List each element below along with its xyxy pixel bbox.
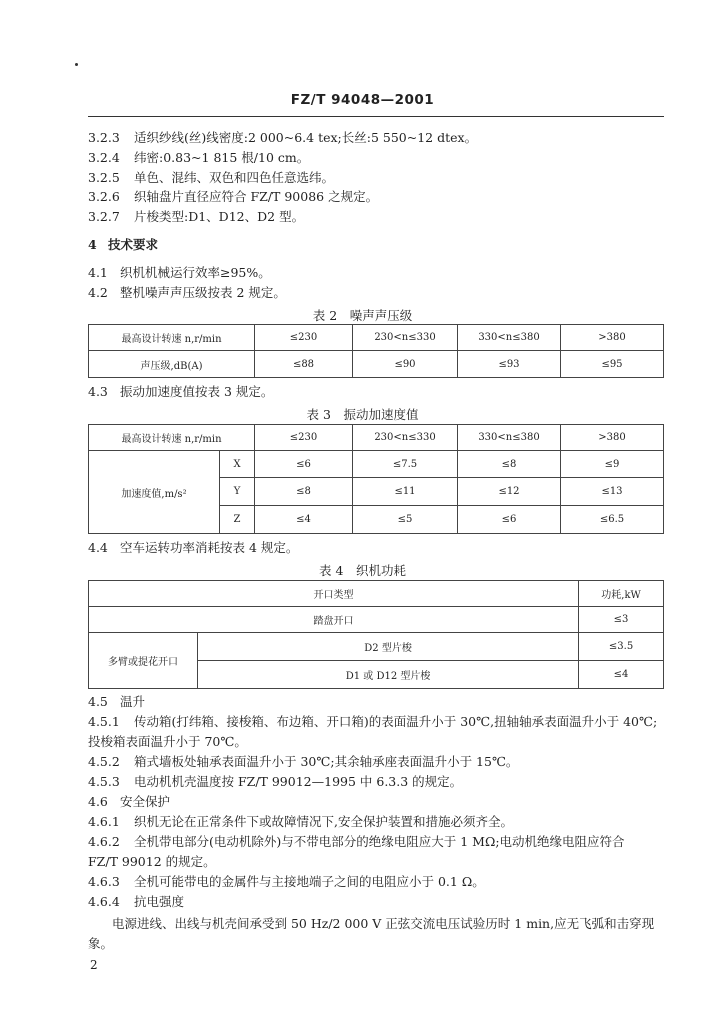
clause-4-5-2: 4.5.2 箱式墙板处轴承表面温升小于 30℃;其余轴承座表面温升小于 15℃。 bbox=[88, 754, 519, 769]
clause-4-6-4-body-cont: 象。 bbox=[88, 936, 114, 951]
table3-cell: ≤6.5 bbox=[561, 506, 664, 534]
clause-4-5-1-cont: 投梭箱表面温升小于 70℃。 bbox=[88, 734, 247, 749]
table4-type: 踏盘开口 bbox=[89, 607, 579, 633]
table3-group-label: 加速度值,m/s² bbox=[89, 451, 220, 534]
table3-cell: ≤6 bbox=[255, 451, 353, 478]
table2-cell: ≤95 bbox=[561, 351, 664, 378]
table2-row-label: 声压级,dB(A) bbox=[89, 351, 255, 378]
clause-4-3: 4.3 振动加速度值按表 3 规定。 bbox=[88, 384, 274, 399]
table3-cell: ≤11 bbox=[353, 478, 458, 506]
table3 bbox=[88, 424, 664, 534]
table3-cell: ≤6 bbox=[458, 506, 561, 534]
table4-header-power: 功耗,kW bbox=[579, 581, 664, 607]
clause-4-6-3: 4.6.3 全机可能带电的金属件与主接地端子之间的电阻应小于 0.1 Ω。 bbox=[88, 874, 485, 889]
clause-4-6: 4.6 安全保护 bbox=[88, 794, 171, 809]
table3-cell: ≤7.5 bbox=[353, 451, 458, 478]
table2-cell: ≤90 bbox=[353, 351, 458, 378]
table4-subtype: D1 或 D12 型片梭 bbox=[198, 661, 579, 689]
clause-3-2-4: 3.2.4 纬密:0.83~1 815 根/10 cm。 bbox=[88, 150, 310, 165]
clause-4-4: 4.4 空车运转功率消耗按表 4 规定。 bbox=[88, 540, 299, 555]
table4-group-label: 多臂或提花开口 bbox=[89, 633, 198, 689]
table2-header-cell: ≤230 bbox=[255, 325, 353, 351]
clause-4-5: 4.5 温升 bbox=[88, 694, 146, 709]
table3-caption: 表 3 振动加速度值 bbox=[306, 407, 419, 422]
table4-cell: ≤3.5 bbox=[579, 633, 664, 661]
table4-caption: 表 4 织机功耗 bbox=[319, 563, 406, 578]
table2-header-cell: 330<n≤380 bbox=[458, 325, 561, 351]
page-number: 2 bbox=[90, 958, 98, 972]
table3-header-cell: 330<n≤380 bbox=[458, 425, 561, 451]
table3-axis: Y bbox=[220, 478, 255, 506]
table2-header-cell: >380 bbox=[561, 325, 664, 351]
clause-4-5-1: 4.5.1 传动箱(打纬箱、接梭箱、布边箱、开口箱)的表面温升小于 30℃,扭轴轴承表面温升小于 40℃; bbox=[88, 714, 658, 729]
table2-cell: ≤93 bbox=[458, 351, 561, 378]
clause-4-1: 4.1 织机机械运行效率≥95%。 bbox=[88, 265, 271, 280]
table3-cell: ≤13 bbox=[561, 478, 664, 506]
table2-caption: 表 2 噪声声压级 bbox=[312, 308, 413, 323]
page-header: FZ/T 94048—2001 bbox=[290, 92, 435, 108]
clause-4-6-2-cont: FZ/T 99012 的规定。 bbox=[88, 854, 216, 869]
table4-header-type: 开口类型 bbox=[89, 581, 579, 607]
table4 bbox=[88, 580, 664, 689]
clause-4-6-4-body: 电源进线、出线与机壳间承受到 50 Hz/2 000 V 正弦交流电压试验历时 1 min,应无飞弧和击穿现 bbox=[112, 916, 655, 931]
table3-axis: X bbox=[220, 451, 255, 478]
table3-cell: ≤12 bbox=[458, 478, 561, 506]
table3-axis: Z bbox=[220, 506, 255, 534]
table4-subtype: D2 型片梭 bbox=[198, 633, 579, 661]
clause-3-2-5: 3.2.5 单色、混纬、双色和四色任意选纬。 bbox=[88, 170, 335, 185]
table2 bbox=[88, 324, 664, 378]
speck-mark bbox=[75, 63, 78, 66]
clause-3-2-3: 3.2.3 适织纱线(丝)线密度:2 000~6.4 tex;长丝:5 550~12 dtex。 bbox=[88, 130, 478, 145]
clause-4-5-3: 4.5.3 电动机机壳温度按 FZ/T 99012—1995 中 6.3.3 的规定。 bbox=[88, 774, 463, 789]
table3-header-cell: ≤230 bbox=[255, 425, 353, 451]
table3-cell: ≤4 bbox=[255, 506, 353, 534]
table3-cell: ≤8 bbox=[255, 478, 353, 506]
table2-cell: ≤88 bbox=[255, 351, 353, 378]
header-rule bbox=[88, 116, 664, 117]
table2-header-label: 最高设计转速 n,r/min bbox=[89, 325, 255, 351]
table2-header-cell: 230<n≤330 bbox=[353, 325, 458, 351]
clause-3-2-7: 3.2.7 片梭类型:D1、D12、D2 型。 bbox=[88, 209, 305, 224]
clause-3-2-6: 3.2.6 织轴盘片直径应符合 FZ/T 90086 之规定。 bbox=[88, 189, 379, 204]
clause-4-6-4: 4.6.4 抗电强度 bbox=[88, 894, 185, 909]
table4-cell: ≤3 bbox=[579, 607, 664, 633]
clause-4-6-1: 4.6.1 织机无论在正常条件下或故障情况下,安全保护装置和措施必须齐全。 bbox=[88, 814, 513, 829]
section-4-heading: 4 技术要求 bbox=[88, 237, 159, 252]
table3-cell: ≤9 bbox=[561, 451, 664, 478]
table3-header-cell: >380 bbox=[561, 425, 664, 451]
table3-cell: ≤5 bbox=[353, 506, 458, 534]
clause-4-2: 4.2 整机噪声声压级按表 2 规定。 bbox=[88, 285, 286, 300]
table3-cell: ≤8 bbox=[458, 451, 561, 478]
table4-cell: ≤4 bbox=[579, 661, 664, 689]
table3-header-label: 最高设计转速 n,r/min bbox=[89, 425, 255, 451]
table3-header-cell: 230<n≤330 bbox=[353, 425, 458, 451]
clause-4-6-2: 4.6.2 全机带电部分(电动机除外)与不带电部分的绝缘电阻应大于 1 MΩ;电动机绝缘电阻应符合 bbox=[88, 834, 625, 849]
